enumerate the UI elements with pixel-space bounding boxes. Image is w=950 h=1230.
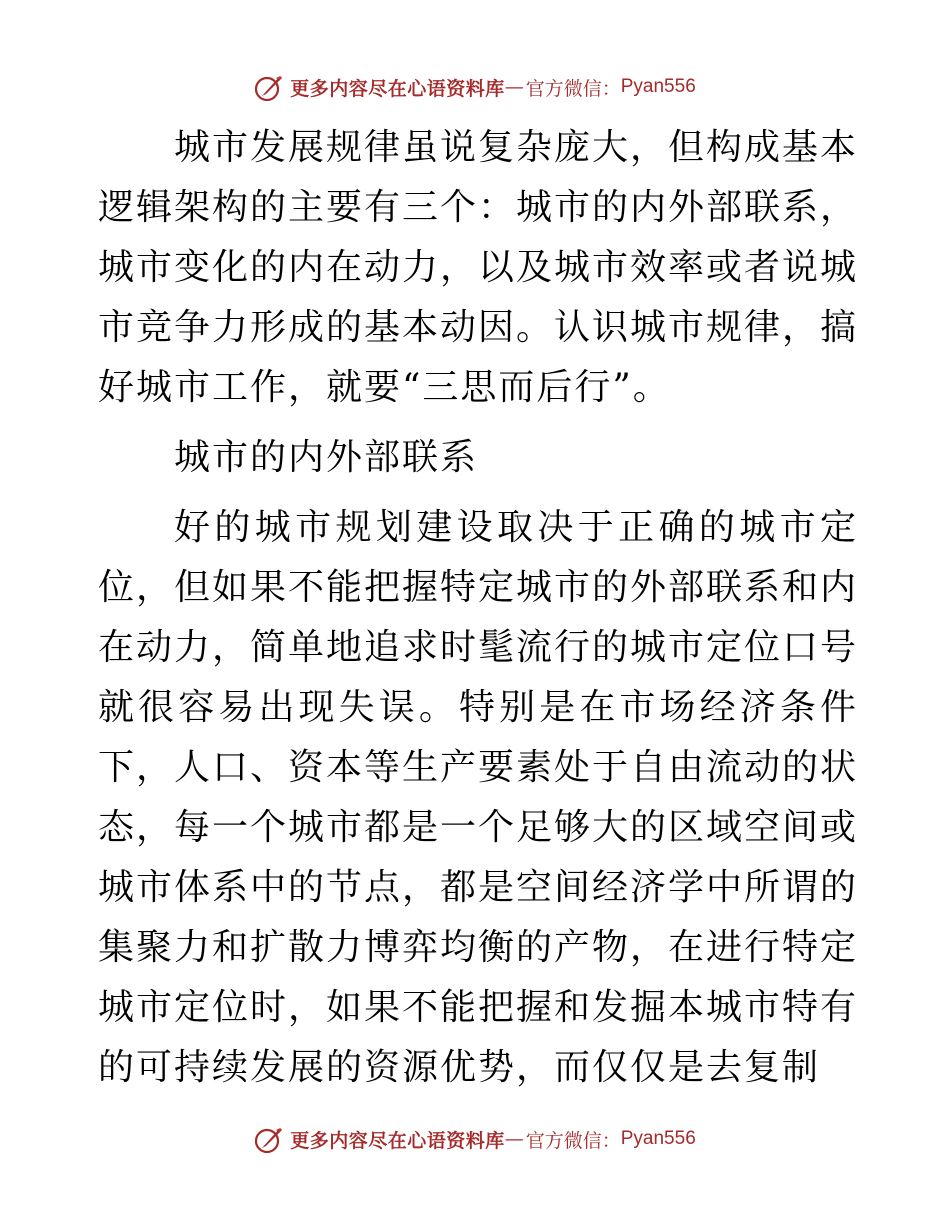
pen-logo-icon (254, 72, 284, 102)
footer-brand-text: 更多内容尽在心语资料库 (290, 1129, 505, 1152)
page-header (0, 72, 950, 102)
page-footer (0, 1124, 950, 1154)
document-body (98, 118, 858, 1108)
pen-logo-icon (254, 1124, 284, 1154)
header-separator: — (504, 76, 524, 98)
section-heading: 城市的内外部联系 (174, 437, 479, 478)
paragraph-body: 好的城市规划建设取决于正确的城市定位，但如果不能把握特定城市的外部联系和内在动力，简单地追求时髦流行的城市定位口号就很容易出现失误。特别是在市场经济条件下，人口、资本等生产要素处于自由流动的状态，每一个城市都是一个足够大的区域空间或城市体系中的节点，都是空间经济学中所谓的集聚力和扩散力博弈均衡的产物，在进行特定城市定位时，如果不能把握和发掘本城市特有的可持续发展的资源优势，而仅仅是去复制 (98, 507, 859, 1088)
footer-wechat-id: Pyan556 (620, 1128, 696, 1149)
header-wechat-label: 官方微信： (525, 77, 621, 100)
header-wechat-id: Pyan556 (620, 76, 696, 97)
footer-separator: — (504, 1128, 524, 1150)
header-brand-text: 更多内容尽在心语资料库 (290, 77, 505, 100)
paragraph-intro: 城市发展规律虽说复杂庞大，但构成基本逻辑架构的主要有三个：城市的内外部联系，城市变化的内在动力，以及城市效率或者说城市竞争力形成的基本动因。认识城市规律，搞好城市工作，就要“三思而后行”。 (98, 127, 859, 408)
footer-wechat-label: 官方微信： (525, 1129, 621, 1152)
